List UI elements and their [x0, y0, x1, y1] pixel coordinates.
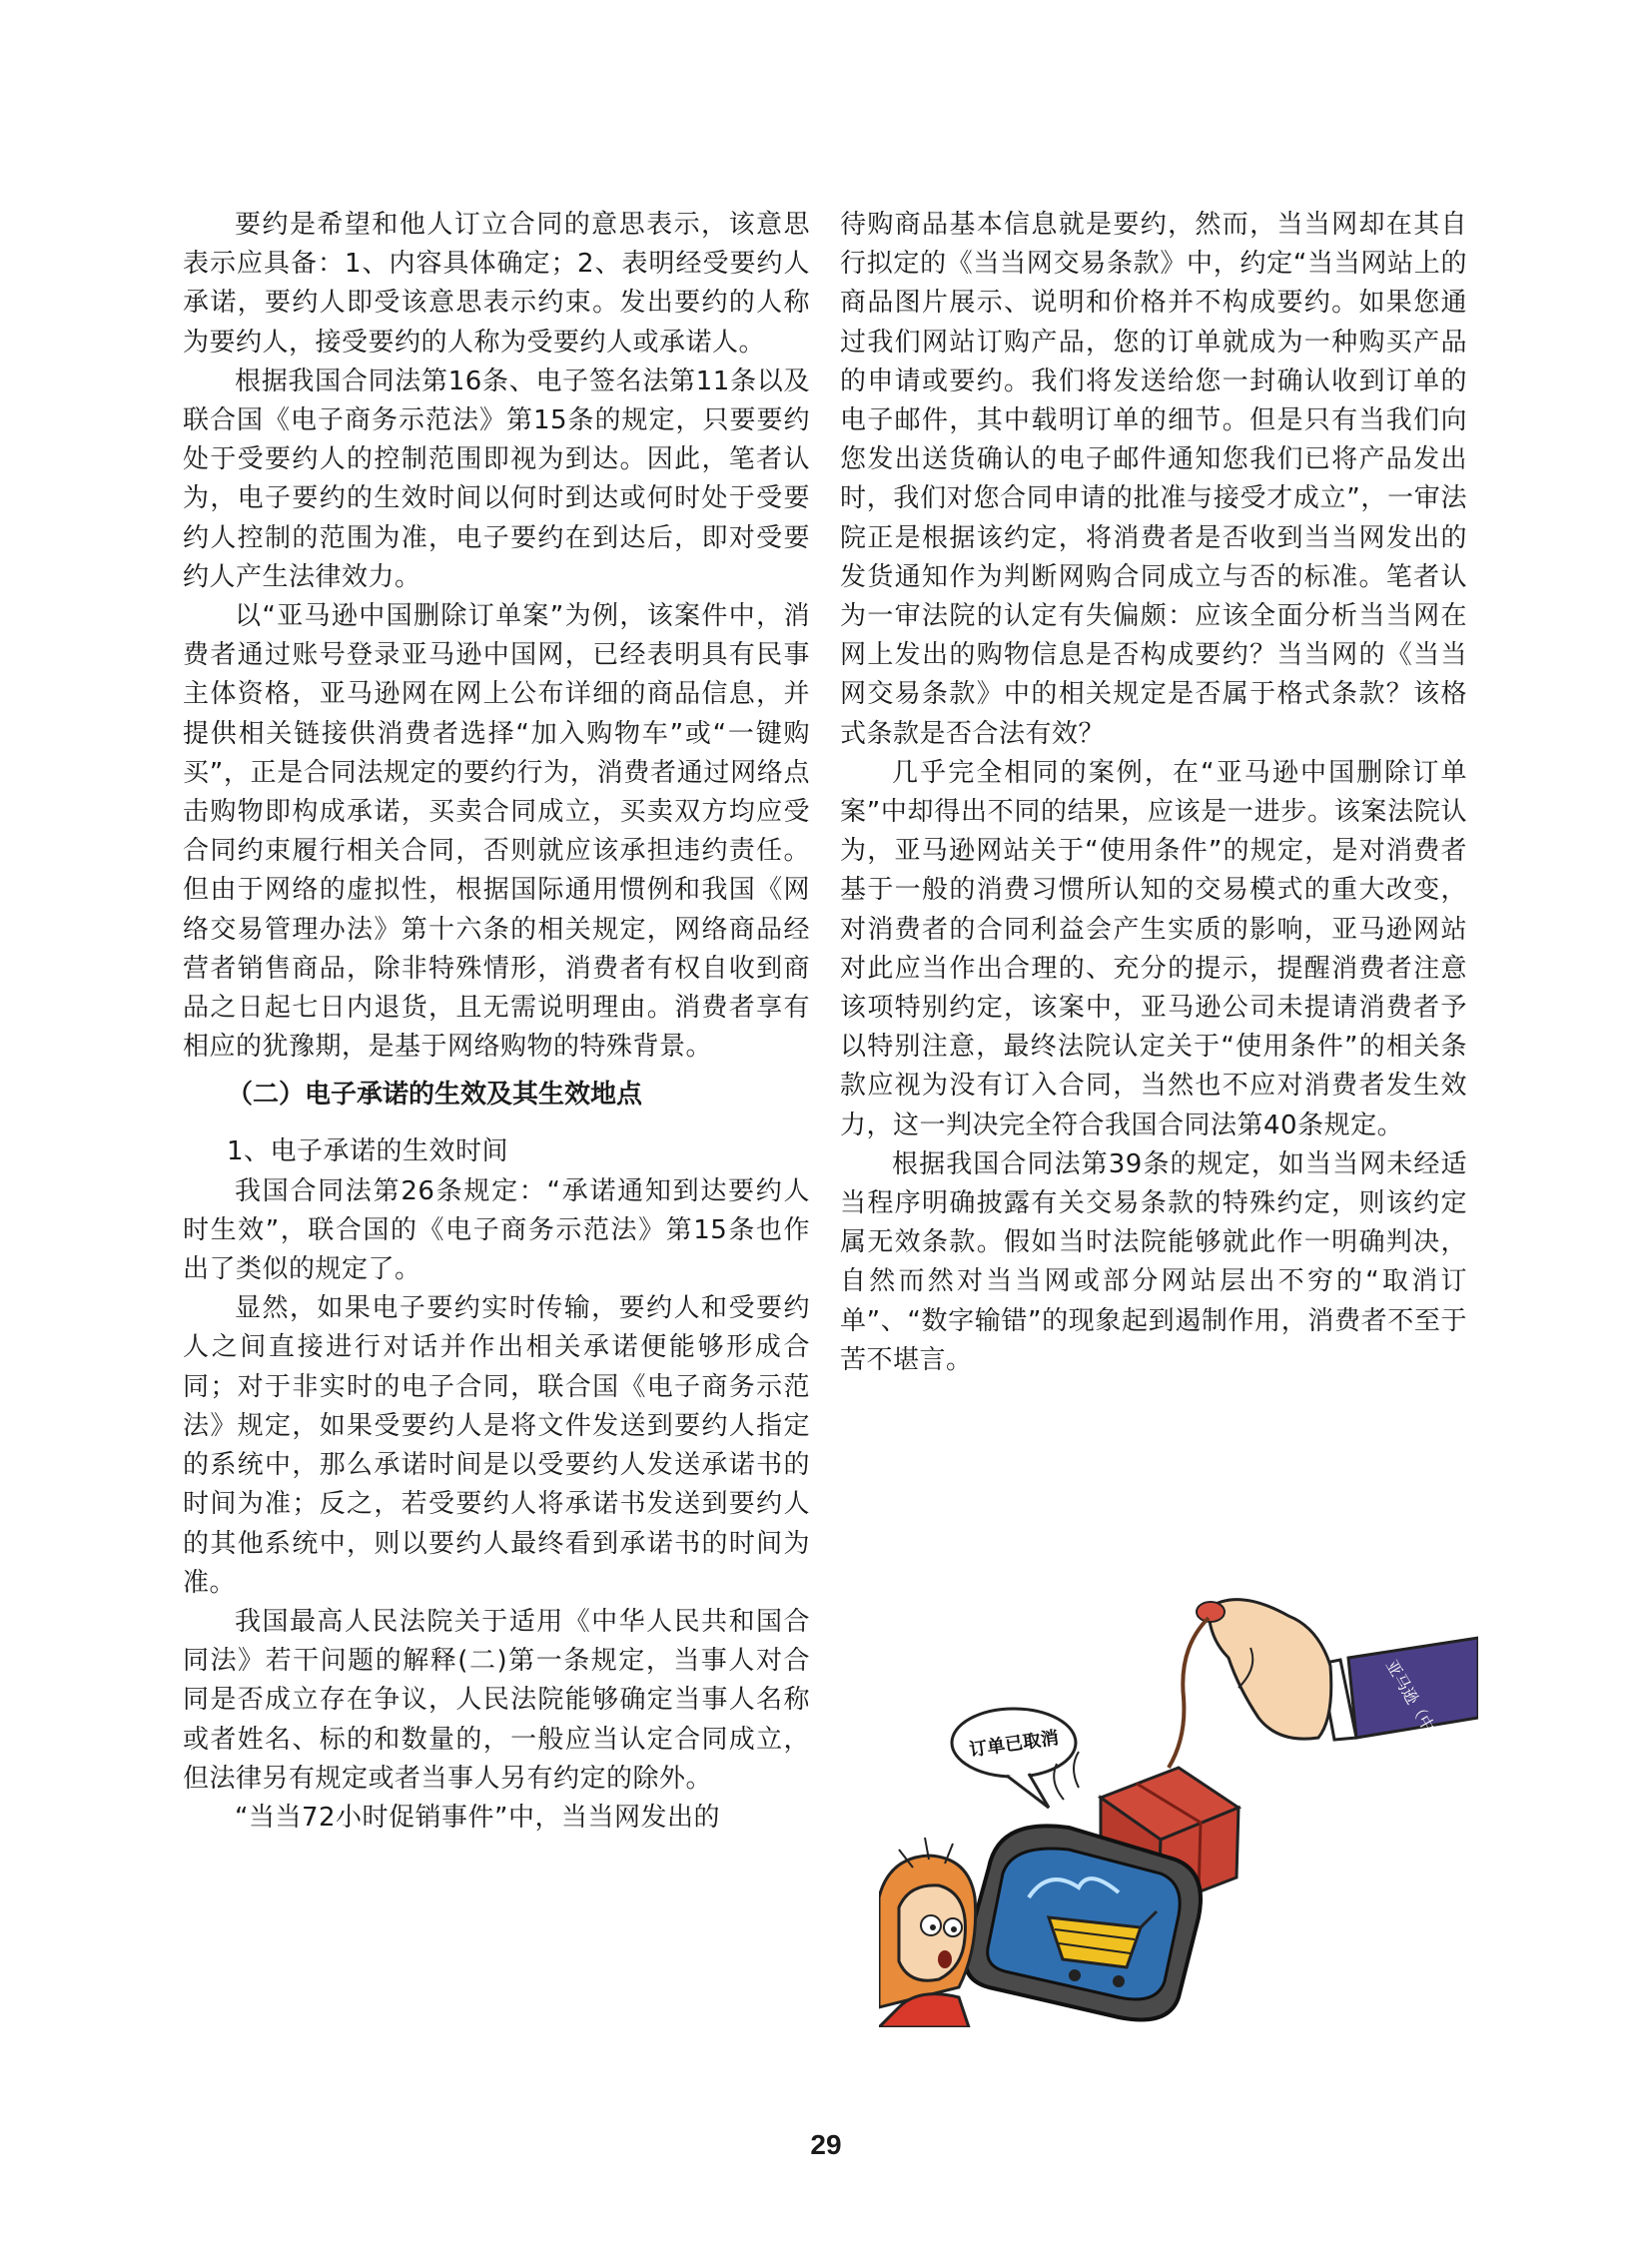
- paragraph: 以“亚马逊中国删除订单案”为例，该案件中，消费者通过账号登录亚马逊中国网，已经表明具有民事主体资格，亚马逊网在网上公布详细的商品信息，并提供相关链接供消费者选择“加入购物车”或“一键购买”，正是合同法规定的要约行为，消费者通过网络点击购物即构成承诺，买卖合同成立，买卖双方均应受合同约束履行相关合同，否则就应该承担违约责任。但由于网络的虚拟性，根据国际通用惯例和我国《网络交易管理办法》第十六条的相关规定，网络商品经营者销售商品，除非特殊情形，消费者有权自收到商品之日起七日内退货，且无需说明理由。消费者享有相应的犹豫期，是基于网络购物的特殊背景。: [183, 601, 810, 1063]
- paragraph: 显然，如果电子要约实时传输，要约人和受要约人之间直接进行对话并作出相关承诺便能够形成合同；对于非实时的电子合同，联合国《电子商务示范法》规定，如果受要约人是将文件发送到要约人指定的系统中，那么承诺时间是以受要约人发送承诺书的时间为准；反之，若受要约人将承诺书发送到要约人的其他系统中，则以要约人最终看到承诺书的时间为准。: [183, 1293, 810, 1598]
- page-number: 29: [810, 2129, 842, 2160]
- speech-bubble: [952, 1709, 1076, 1808]
- left-column: [183, 206, 810, 1838]
- paragraph: 我国合同法第26条规定：“承诺通知到达要约人时生效”，联合国的《电子商务示范法》第15条也作出了类似的规定了。: [183, 1175, 810, 1285]
- shocked-person: [879, 1856, 976, 2027]
- paragraph: 我国最高人民法院关于适用《中华人民共和国合同法》若干问题的解释(二)第一条规定，当事人对合同是否成立存在争议，人民法院能够确定当事人名称或者姓名、标的和数量的，一般应当认定合同成立，但法律另有规定或者当事人另有约定的除外。: [183, 1606, 810, 1794]
- shopping-cart-icon: [1049, 1917, 1141, 1967]
- right-column: [840, 206, 1467, 1380]
- paragraph: 要约是希望和他人订立合同的意思表示，该意思表示应具备：1、内容具体确定；2、表明经受要约人承诺，要约人即受该意思表示约束。发出要约的人称为要约人，接受要约的人称为受要约人或承诺人。: [183, 210, 810, 358]
- hand-icon: [1209, 1600, 1331, 1739]
- paragraph: “当当72小时促销事件”中，当当网发出的: [235, 1802, 721, 1833]
- paragraph: 几乎完全相同的案例，在“亚马逊中国删除订单案”中却得出不同的结果，应该是一进步。该案法院认为，亚马逊网站关于“使用条件”的规定，是对消费者基于一般的消费习惯所认知的交易模式的重大改变，对消费者的合同利益会产生实质的影响，亚马逊网站对此应当作出合理的、充分的提示，提醒消费者注意该项特别约定，该案中，亚马逊公司未提请消费者予以特别注意，最终法院认定关于“使用条件”的相关条款应视为没有订入合同，当然也不应对消费者发生效力，这一判决完全符合我国合同法第40条规定。: [840, 757, 1467, 1140]
- section-heading: （二）电子承诺的生效及其生效地点: [227, 1080, 643, 1111]
- sleeve-label: 亚马逊（中国）: [1381, 1656, 1455, 1764]
- paragraph: 根据我国合同法第39条的规定，如当当网未经适当程序明确披露有关交易条款的特殊约定，则该约定属无效条款。假如当时法院能够就此作一明确判决，自然而然对当当网或部分网站层出不穷的“取消订单”、“数字输错”的现象起到遏制作用，消费者不至于苦不堪言。: [840, 1148, 1467, 1375]
- cartoon-illustration: [879, 1568, 1478, 2027]
- paragraph: 待购商品基本信息就是要约，然而，当当网却在其自行拟定的《当当网交易条款》中，约定“当当网站上的商品图片展示、说明和价格并不构成要约。如果您通过我们网站订购产品，您的订单就成为一种购买产品的申请或要约。我们将发送给您一封确认收到订单的电子邮件，其中载明订单的细节。但是只有当我们向您发出送货确认的电子邮件通知您我们已将产品发出时，我们对您合同申请的批准与接受才成立”，一审法院正是根据该约定，将消费者是否收到当当网发出的发货通知作为判断网购合同成立与否的标准。笔者认为一审法院的认定有失偏颇：应该全面分析当当网在网上发出的购物信息是否构成要约？当当网的《当当网交易条款》中的相关规定是否属于格式条款？该格式条款是否合法有效？: [840, 210, 1467, 749]
- bubble-text: 订单已取消: [968, 1727, 1061, 1762]
- monitor-icon: [965, 1826, 1201, 2019]
- subsection-heading: 1、电子承诺的生效时间: [227, 1136, 509, 1167]
- string: [1169, 1618, 1209, 1768]
- paragraph: 根据我国合同法第16条、电子签名法第11条以及联合国《电子商务示范法》第15条的规定，只要要约处于受要约人的控制范围即视为到达。因此，笔者认为，电子要约的生效时间以何时到达或何时处于受要约人控制的范围为准，电子要约在到达后，即对受要约人产生法律效力。: [183, 366, 810, 592]
